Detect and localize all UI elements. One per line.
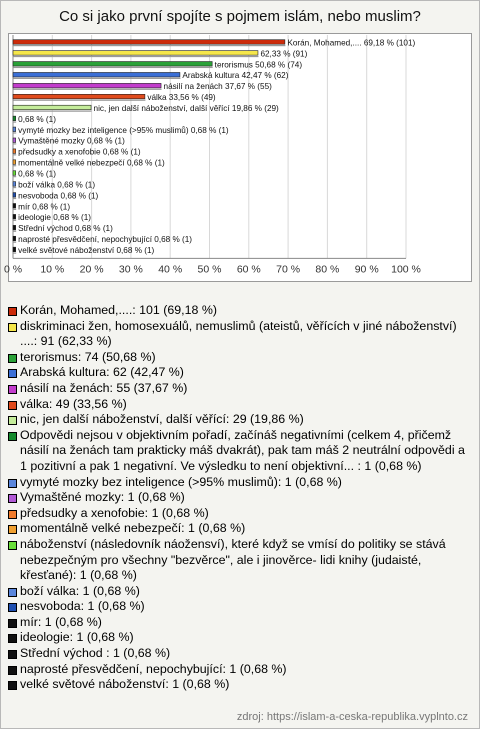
bar-shadow	[14, 198, 17, 199]
legend-swatch	[8, 603, 17, 612]
bar-label: násilí na ženách 37,67 % (55)	[163, 82, 272, 92]
legend-item	[8, 584, 474, 600]
legend-item	[8, 506, 474, 522]
legend-label: ideologie: 1 (0,68 %)	[20, 630, 134, 645]
source-note: zdroj: https://islam-a-ceska-republika.vyplnto.cz	[236, 711, 468, 723]
legend-item	[8, 381, 474, 397]
bar-label: předsudky a xenofobie 0,68 % (1)	[18, 147, 141, 157]
bar-label: 0,68 % (1)	[18, 114, 56, 124]
bar-label: nesvoboda 0,68 % (1)	[18, 191, 99, 201]
legend-label: Arabská kultura: 62 (42,47 %)	[20, 365, 184, 380]
legend-label: vymyté mozky bez inteligence (>95% muslimů): 1 (0,68 %)	[20, 474, 342, 489]
legend-swatch	[8, 416, 17, 425]
bar	[13, 160, 16, 165]
legend-swatch	[8, 385, 17, 394]
legend-item	[8, 412, 474, 428]
bar-shadow	[14, 176, 17, 177]
bar-label: mír 0,68 % (1)	[18, 202, 71, 212]
legend-item	[8, 615, 474, 631]
bar	[13, 62, 212, 67]
legend-label: nesvoboda: 1 (0,68 %)	[20, 599, 145, 614]
legend-item	[8, 365, 474, 381]
legend-label: boží válka: 1 (0,68 %)	[20, 583, 140, 598]
legend-swatch	[8, 650, 17, 659]
bar-label: ideologie 0,68 % (1)	[18, 213, 92, 223]
bar-label: 0,68 % (1)	[18, 169, 56, 179]
bar-shadow	[14, 209, 17, 210]
x-tick-label: 40 %	[158, 263, 183, 276]
legend-label: Vymaštěné mozky: 1 (0,68 %)	[20, 490, 185, 505]
x-tick-label: 0 %	[3, 263, 23, 276]
bar	[13, 127, 16, 132]
bar	[13, 236, 16, 241]
legend-label: Střední východ : 1 (0,68 %)	[20, 646, 171, 661]
bar-label: terorismus 50,68 % (74)	[214, 60, 303, 70]
legend-label: diskriminaci žen, homosexuálů, nemuslimů (ateistů, věřících v jiné náboženství) ....: 91 (62,33 %)	[20, 318, 457, 349]
bar-shadow	[14, 242, 17, 243]
legend-swatch	[8, 588, 17, 597]
legend-swatch	[8, 354, 17, 363]
legend-item	[8, 630, 474, 646]
legend-swatch	[8, 369, 17, 378]
legend-label: násilí na ženách: 55 (37,67 %)	[20, 380, 188, 395]
bar-label: Střední východ 0,68 % (1)	[18, 224, 113, 234]
bar	[13, 247, 16, 252]
x-tick-label: 80 %	[315, 263, 340, 276]
bar-label: válka 33,56 % (49)	[147, 93, 216, 103]
bar	[13, 83, 161, 88]
x-tick-label: 60 %	[236, 263, 261, 276]
legend-swatch	[8, 666, 17, 675]
legend-item	[8, 537, 474, 584]
bar	[13, 138, 16, 143]
legend-label: momentálně velké nebezpečí: 1 (0,68 %)	[20, 521, 246, 536]
bar-shadow	[14, 187, 17, 188]
legend-swatch	[8, 541, 17, 550]
legend	[8, 303, 474, 693]
legend-item	[8, 646, 474, 662]
bar	[13, 105, 91, 110]
chart-title: Co si jako první spojíte s pojmem islám, nebo muslim?	[59, 8, 421, 25]
legend-swatch	[8, 510, 17, 519]
legend-label: terorismus: 74 (50,68 %)	[20, 349, 156, 364]
bar-label: momentálně velké nebezpečí 0,68 % (1)	[18, 158, 165, 168]
bar-shadow	[14, 78, 181, 79]
legend-item	[8, 319, 474, 350]
legend-swatch	[8, 432, 17, 441]
bar-shadow	[14, 231, 17, 232]
legend-label: náboženství (následovník náožensví), které když se vmísí do politiky se stává nebezpečným pro všechny "bezvěrce", ale i jinověrce- lidi knihy (judaisté, křesťané): 1 (0,68 %)	[20, 536, 446, 583]
x-tick-label: 20 %	[79, 263, 104, 276]
legend-item	[8, 350, 474, 366]
x-tick-label: 50 %	[197, 263, 222, 276]
bar-shadow	[14, 165, 17, 166]
bar-label: velké světové náboženství 0,68 % (1)	[18, 245, 155, 255]
bar	[13, 94, 145, 99]
bar-shadow	[14, 89, 162, 90]
bar-shadow	[14, 154, 17, 155]
legend-swatch	[8, 307, 17, 316]
bar	[13, 72, 180, 77]
legend-label: válka: 49 (33,56 %)	[20, 396, 127, 411]
bar-shadow	[14, 121, 17, 122]
bar	[13, 149, 16, 154]
bar-label: boží válka 0,68 % (1)	[18, 180, 96, 190]
bar-label: Korán, Mohamed,.... 69,18 % (101)	[287, 38, 416, 48]
bar	[13, 225, 16, 230]
x-tick-label: 90 %	[354, 263, 379, 276]
bar-shadow	[14, 45, 286, 46]
legend-swatch	[8, 323, 17, 332]
bar-label: Arabská kultura 42,47 % (62)	[182, 71, 289, 81]
legend-swatch	[8, 681, 17, 690]
legend-label: Odpovědi nejsou v objektivním pořadí, začínáš negativními (celkem 4, přičemž násilí na ženách tam prakticky máš dvakrát), pak tam máš 2 neutrální odpovědi a 1 pozitivní a pak 1 negativní. Ve výsledku to není objektivní... : 1 (0,68 %)	[20, 427, 465, 473]
bar-shadow	[14, 132, 17, 133]
bar	[13, 116, 16, 121]
bar	[13, 51, 258, 56]
legend-swatch	[8, 634, 17, 643]
bar-shadow	[14, 220, 17, 221]
legend-swatch	[8, 619, 17, 628]
bar-shadow	[14, 143, 17, 144]
bar-shadow	[14, 100, 146, 101]
x-tick-label: 100 %	[391, 263, 421, 276]
legend-swatch	[8, 494, 17, 503]
bar	[13, 193, 16, 198]
legend-item	[8, 677, 474, 693]
x-tick-label: 30 %	[118, 263, 143, 276]
bar-label: nic, jen další náboženství, další věřící 19,86 % (29)	[93, 103, 279, 113]
legend-item	[8, 303, 474, 319]
legend-item	[8, 662, 474, 678]
bar	[13, 40, 285, 45]
bar-shadow	[14, 111, 92, 112]
legend-item	[8, 521, 474, 537]
legend-swatch	[8, 525, 17, 534]
bar-label: vymyté mozky bez inteligence (>95% muslimů) 0,68 % (1)	[18, 125, 229, 135]
legend-swatch	[8, 401, 17, 410]
bar-label: 62,33 % (91)	[260, 49, 308, 59]
bar-shadow	[14, 252, 17, 253]
legend-label: naprosté přesvědčení, nepochybující: 1 (0,68 %)	[20, 661, 287, 676]
bar-label: naprosté přesvědčení, nepochybující 0,68 % (1)	[18, 235, 193, 245]
plot-area	[3, 33, 472, 282]
legend-label: mír: 1 (0,68 %)	[20, 614, 102, 629]
bar-shadow	[14, 67, 213, 68]
bar-shadow	[14, 56, 259, 57]
legend-label: nic, jen další náboženství, další věřící: 29 (19,86 %)	[20, 412, 304, 427]
x-tick-label: 10 %	[40, 263, 65, 276]
legend-label: Korán, Mohamed,....: 101 (69,18 %)	[20, 303, 217, 317]
legend-item	[8, 475, 474, 491]
legend-item	[8, 428, 474, 475]
bar	[13, 171, 16, 176]
bar-chart	[3, 34, 471, 281]
bar	[13, 214, 16, 219]
legend-item	[8, 397, 474, 413]
legend-swatch	[8, 479, 17, 488]
legend-item	[8, 599, 474, 615]
bar-label: Vymaštěné mozky 0,68 % (1)	[18, 136, 125, 146]
bar	[13, 204, 16, 209]
x-tick-label: 70 %	[276, 263, 301, 276]
legend-label: velké světové náboženství: 1 (0,68 %)	[20, 677, 230, 692]
legend-item	[8, 490, 474, 506]
bar	[13, 182, 16, 187]
legend-label: předsudky a xenofobie: 1 (0,68 %)	[20, 505, 209, 520]
